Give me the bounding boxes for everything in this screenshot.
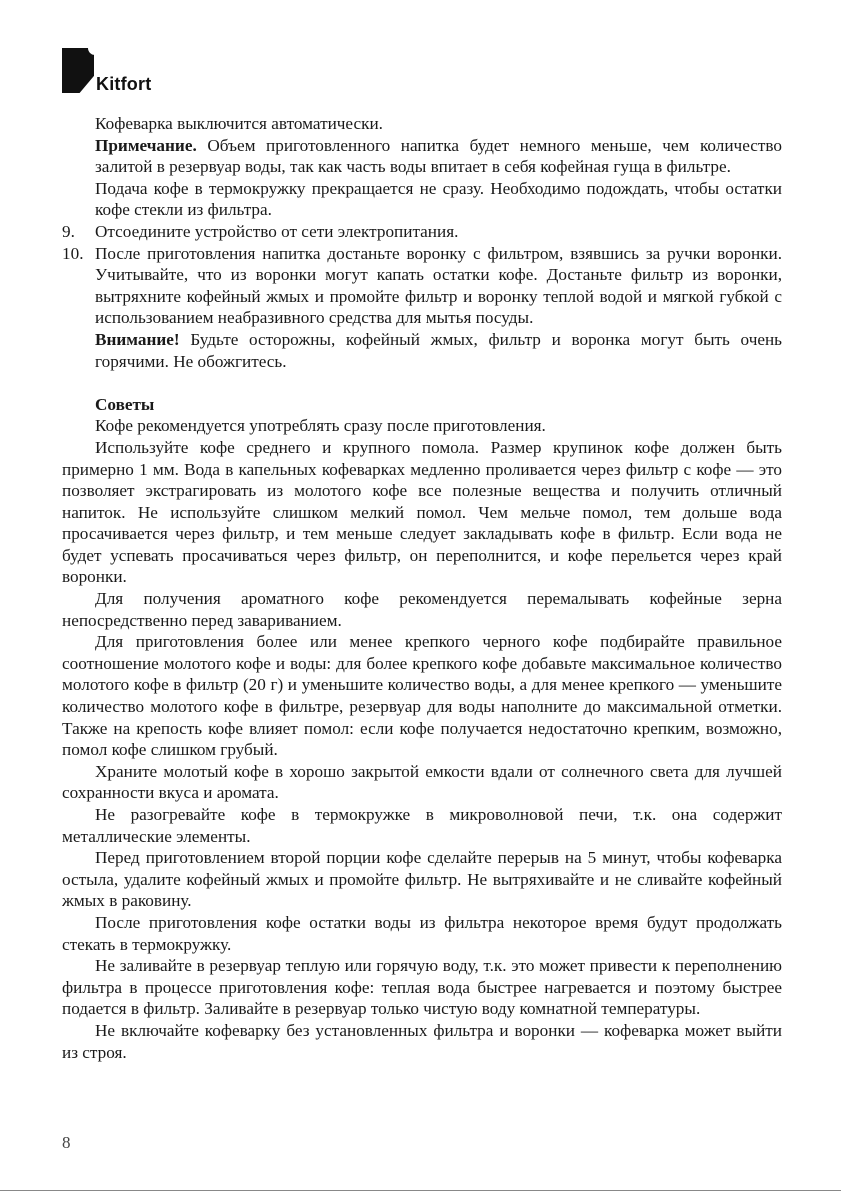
tips-paragraph: После приготовления кофе остатки воды из фильтра некоторое время будут продолжать стекать в термокружку. [62,912,782,954]
list-item [62,221,782,243]
list-item-number: 9. [62,221,75,241]
tips-paragraph: Не разогревайте кофе в термокружке в микроволновой печи, т.к. она содержит металлические элементы. [62,805,782,846]
warning-label: Внимание! [95,329,180,349]
note-label: Примечание. [95,135,197,155]
list-item-text: Отсоедините устройство от сети электропитания. [95,221,459,241]
tips-paragraph: Кофе рекомендуется употреблять сразу после приготовления. [95,416,546,436]
list-item-number: 10. [62,243,84,263]
tips-paragraph: Не включайте кофеварку без установленных фильтра и воронки — кофеварка может выйти из строя. [62,1020,782,1062]
tips-paragraph: Для получения ароматного кофе рекомендуется перемалывать кофейные зерна непосредственно перед завариванием. [62,589,782,630]
warning-paragraph [95,329,782,372]
drip-paragraph: Подача кофе в термокружку прекращается не сразу. Необходимо подождать, чтобы остатки кофе стекли из фильтра. [95,178,782,220]
manual-text [62,113,782,1063]
tips-paragraph: Используйте кофе среднего и крупного помола. Размер крупинок кофе должен быть примерно 1 мм. Вода в капельных кофеварках медленно проливается через фильтр с кофе — это позволяет экстрагировать из молотого кофе все полезные вещества и получить отличный напиток. Не используйте слишком мелкий помол. Чем мельче помол, тем дольше вода просачивается через фильтр, и тем меньше следует закладывать кофе в фильтр. Если вода не будет успевать просачиваться через фильтр, он переполнится, и кофе перельется через край воронки. [62,437,782,587]
list-item [62,243,782,373]
tips-paragraph: Не заливайте в резервуар теплую или горячую воду, т.к. это может привести к переполнению фильтра в процессе приготовления кофе: теплая вода быстрее нагревается и поэтому быстрее подается в фильтр. Заливайте в резервуар только чистую воду комнатной температуры. [62,956,782,1019]
tips-paragraph: Перед приготовлением второй порции кофе сделайте перерыв на 5 минут, чтобы кофеварка остыла, удалите кофейный жмых и промойте фильтр. Не вытряхивайте и не сливайте кофейный жмых в раковину. [62,848,782,911]
list-item-text: После приготовления напитка достаньте воронку с фильтром, взявшись за ручки воронки. Учитывайте, что из воронки могут капать остатки кофе. Достаньте фильтр из воронки, вытряхните кофейный жмых и промойте фильтр и воронку теплой водой и мягкой губкой с использованием неабразивного средства для мытья посуды. [95,243,782,328]
brand-name: Kitfort [96,74,152,94]
page-bottom-rule [0,1190,841,1191]
note-paragraph [62,135,782,178]
kitfort-logo-icon [62,48,94,93]
auto-off-paragraph: Кофеварка выключится автоматически. [95,114,383,133]
note-text: Объем приготовленного напитка будет немного меньше, чем количество залитой в резервуар воды, так как часть воды впитает в себя кофейная гуща в фильтре. [95,135,782,177]
kitfort-logo [62,48,172,100]
page-number: 8 [62,1133,71,1152]
tips-paragraph: Храните молотый кофе в хорошо закрытой емкости вдали от солнечного света для лучшей сохранности вкуса и аромата. [62,761,782,803]
tips-paragraph: Для приготовления более или менее крепкого черного кофе подбирайте правильное соотношение молотого кофе и воды: для более крепкого кофе добавьте максимальное количество молотого кофе в фильтр (20 г) и уменьшите количество воды, а для менее крепкого — уменьшите количество молотого кофе в фильтре, резервуар для воды наполните до максимальной отметки. Также на крепость кофе влияет помол: если кофе получается недостаточно крепким, возможно, помол кофе слишком грубый. [62,632,782,760]
warning-text: Будьте осторожны, кофейный жмых, фильтр и воронка могут быть очень горячими. Не обожгитесь. [95,329,782,371]
tips-heading: Советы [95,394,155,414]
